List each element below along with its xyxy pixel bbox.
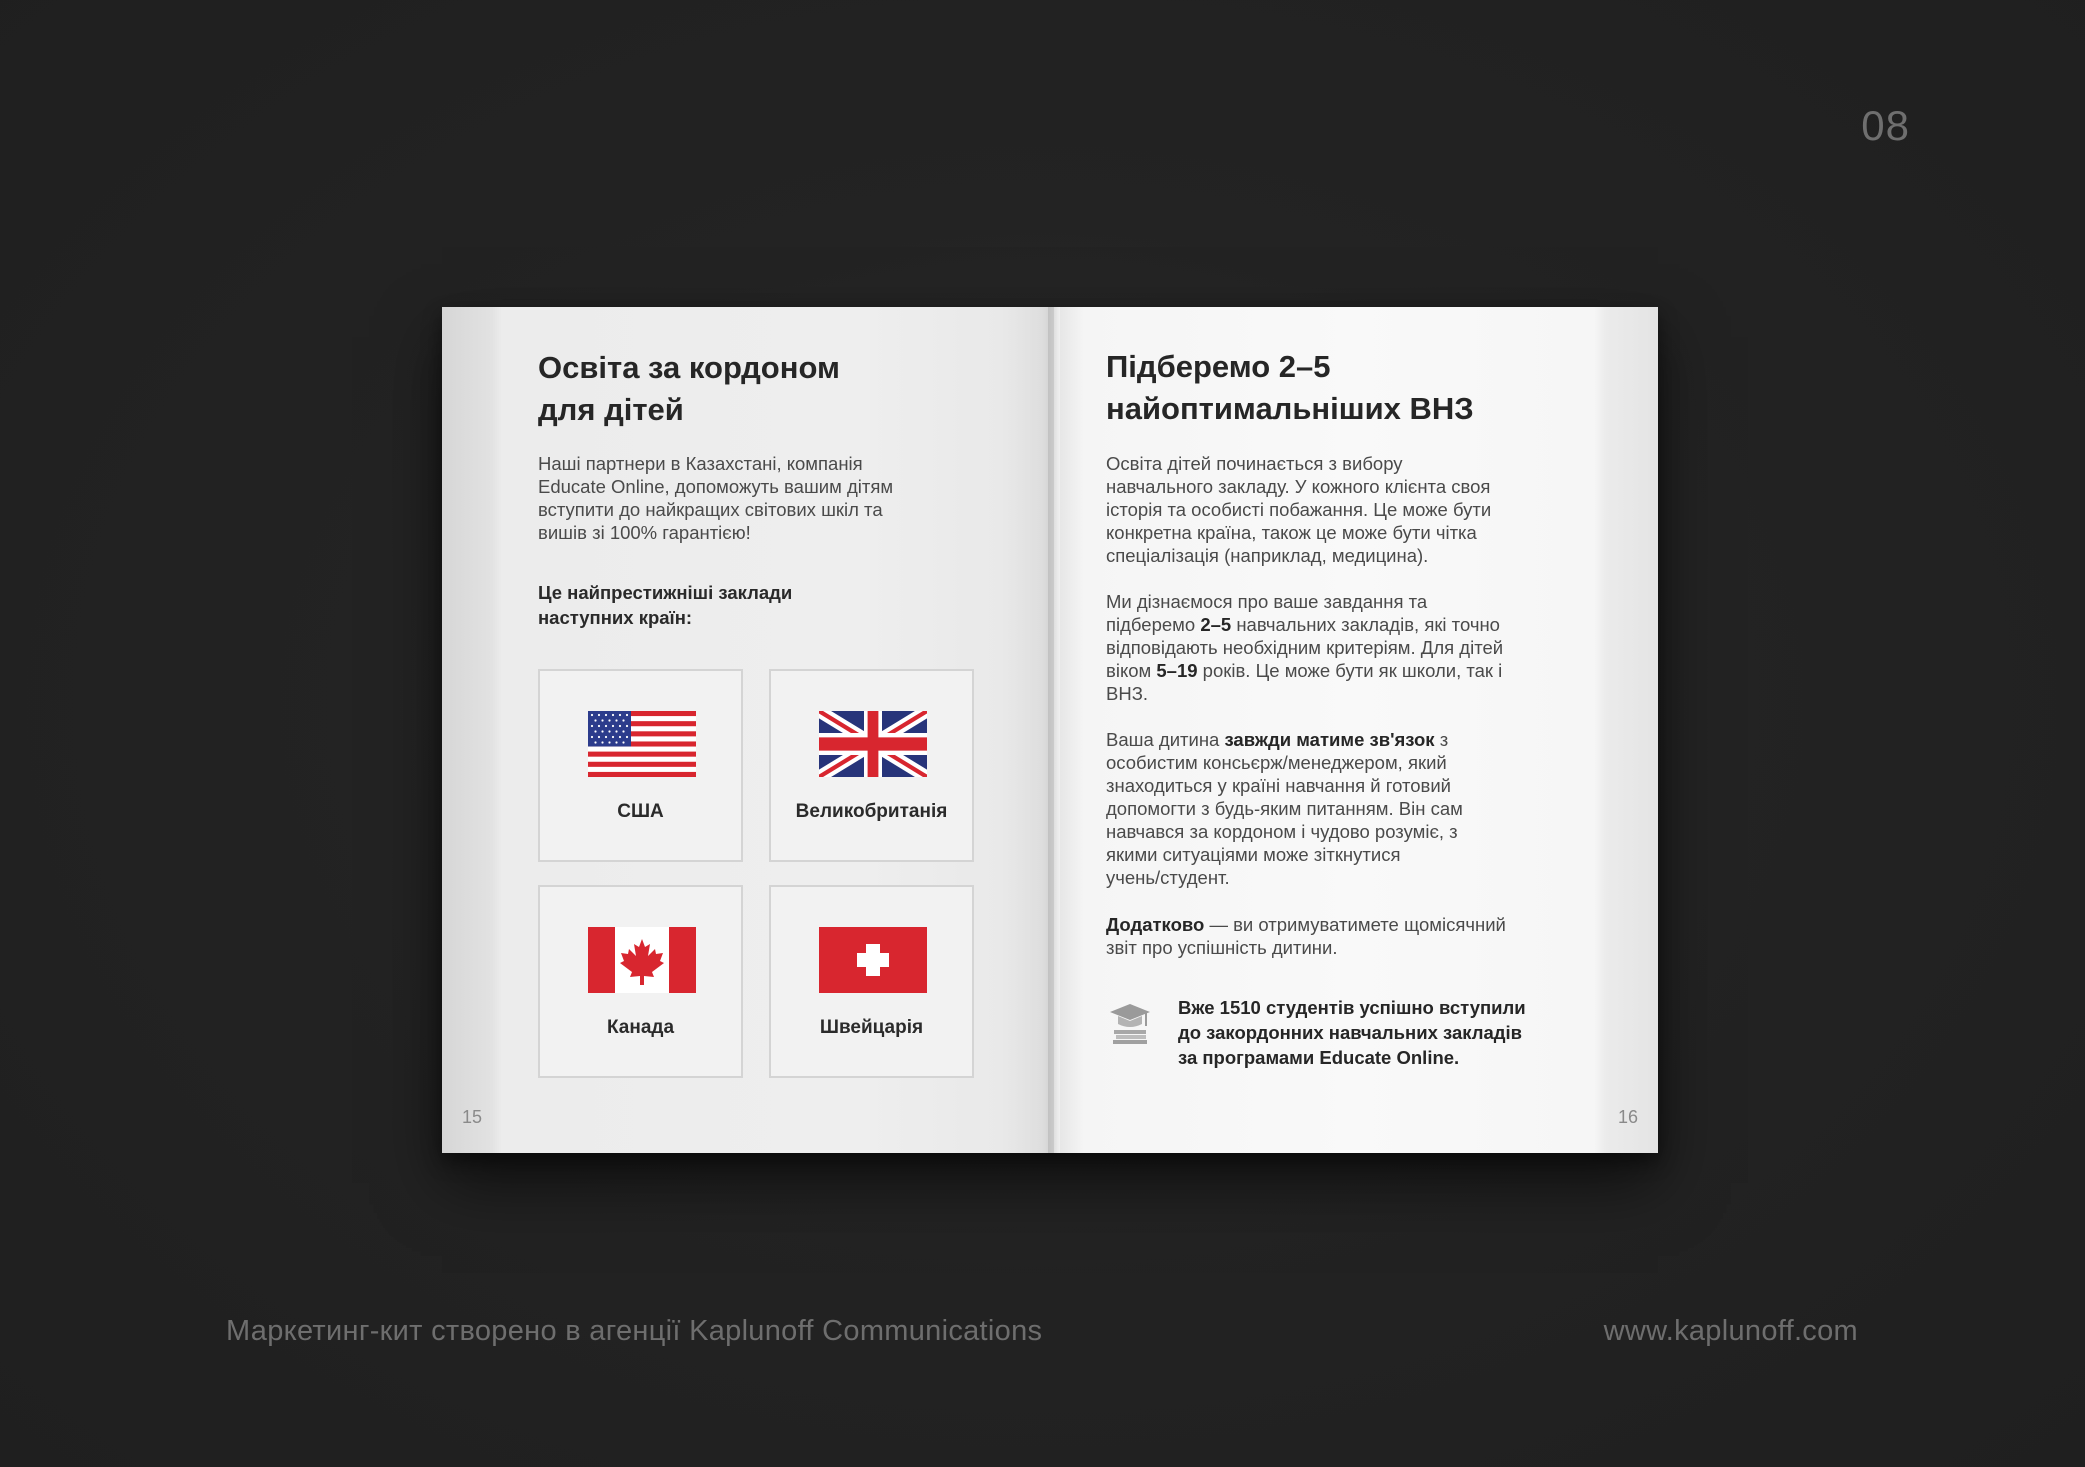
booklet-spine xyxy=(1048,307,1060,1153)
text-line: особистим консьєрж/менеджером, який xyxy=(1106,752,1447,773)
lead-paragraph xyxy=(538,452,958,544)
country-label: Швейцарія xyxy=(819,1017,924,1038)
text-line xyxy=(1106,913,1566,936)
text-run: віком xyxy=(1106,660,1157,681)
text-line: історія та особисті побажання. Це може бути xyxy=(1106,499,1492,520)
right-page-title xyxy=(1106,346,1566,430)
text-run: Ваша дитина xyxy=(1106,729,1225,750)
text-line: до закордонних навчальних закладів xyxy=(1178,1022,1523,1043)
switzerland-flag-icon xyxy=(819,927,927,993)
title-line: Підберемо 2–5 xyxy=(1106,349,1331,384)
uk-flag-icon xyxy=(819,711,927,777)
paragraph-report xyxy=(1106,913,1566,959)
country-card-canada xyxy=(538,885,743,1078)
text-run: з xyxy=(1434,729,1449,750)
text-line: конкретна країна, також це може бути чітка xyxy=(1106,522,1477,543)
slide-number: 08 xyxy=(1861,102,1910,149)
graduation-cap-icon xyxy=(1106,1000,1154,1046)
text-line: наступних країн: xyxy=(538,607,693,628)
left-page xyxy=(442,307,1054,1153)
highlight-contact: завжди матиме зв'язок xyxy=(1224,729,1435,750)
text-line: якими ситуаціями може зіткнутися xyxy=(1106,844,1401,865)
text-line: вишів зі 100% гарантією! xyxy=(538,522,751,543)
country-card-usa xyxy=(538,669,743,862)
left-page-title xyxy=(538,347,958,431)
paragraph-selection xyxy=(1106,590,1566,705)
text-line: відповідають необхідним критеріям. Для дітей xyxy=(1106,637,1504,658)
text-line: Вже 1510 студентів успішно вступили xyxy=(1178,997,1526,1018)
title-line: найоптимальніших ВНЗ xyxy=(1106,391,1474,426)
highlight-additionally: Додатково xyxy=(1106,914,1205,935)
country-card-uk xyxy=(769,669,974,862)
countries-subheading xyxy=(538,580,858,630)
text-run: підберемо xyxy=(1106,614,1201,635)
text-line: Ми дізнаємося про ваше завдання та xyxy=(1106,591,1428,612)
title-line: для дітей xyxy=(538,392,684,427)
booklet-spread xyxy=(442,307,1658,1153)
text-line xyxy=(1106,659,1566,682)
students-callout xyxy=(1178,995,1578,1070)
text-line: звіт про успішність дитини. xyxy=(1106,937,1338,958)
text-line: навчався за кордоном і чудово розуміє, з xyxy=(1106,821,1458,842)
title-line: Освіта за кордоном xyxy=(538,350,840,385)
text-line: Наші партнери в Казахстані, компанія xyxy=(538,453,863,474)
text-line: навчального закладу. У кожного клієнта своя xyxy=(1106,476,1491,497)
text-line: знаходиться у країні навчання й готовий xyxy=(1106,775,1451,796)
text-run: — ви отримуватимете щомісячний xyxy=(1204,914,1506,935)
text-line: спеціалізація (наприклад, медицина). xyxy=(1106,545,1429,566)
text-run: навчальних закладів, які точно xyxy=(1231,614,1500,635)
footer-credit: Маркетинг-кит створено в агенції Kaplunoff Communications xyxy=(226,1315,1043,1347)
text-line: вступити до найкращих світових шкіл та xyxy=(538,499,883,520)
highlight-age: 5–19 xyxy=(1156,660,1198,681)
page-number-right: 16 xyxy=(1618,1107,1639,1127)
right-page xyxy=(1054,307,1658,1153)
highlight-count: 2–5 xyxy=(1200,614,1232,635)
page-number-left: 15 xyxy=(462,1107,483,1127)
text-run: років. Це може бути як школи, так і xyxy=(1197,660,1503,681)
text-line: за програмами Educate Online. xyxy=(1178,1047,1460,1068)
country-label: Великобританія xyxy=(795,801,948,822)
footer-website-link[interactable]: www.kaplunoff.com xyxy=(1603,1315,1858,1347)
country-label: Канада xyxy=(606,1017,675,1038)
text-line xyxy=(1106,728,1566,751)
country-label: США xyxy=(617,801,664,822)
text-line xyxy=(1106,613,1566,636)
text-line: учень/студент. xyxy=(1106,867,1230,888)
text-line: Educate Online, допоможуть вашим дітям xyxy=(538,476,894,497)
canada-flag-icon xyxy=(588,927,696,993)
paragraph-intro xyxy=(1106,452,1566,567)
usa-flag-icon xyxy=(588,711,696,777)
text-line: допомогти з будь-яким питанням. Він сам xyxy=(1106,798,1463,819)
paragraph-manager xyxy=(1106,728,1566,889)
text-line: Це найпрестижніші заклади xyxy=(538,582,793,603)
country-card-switzerland xyxy=(769,885,974,1078)
text-line: ВНЗ. xyxy=(1106,683,1149,704)
text-line: Освіта дітей починається з вибору xyxy=(1106,453,1403,474)
